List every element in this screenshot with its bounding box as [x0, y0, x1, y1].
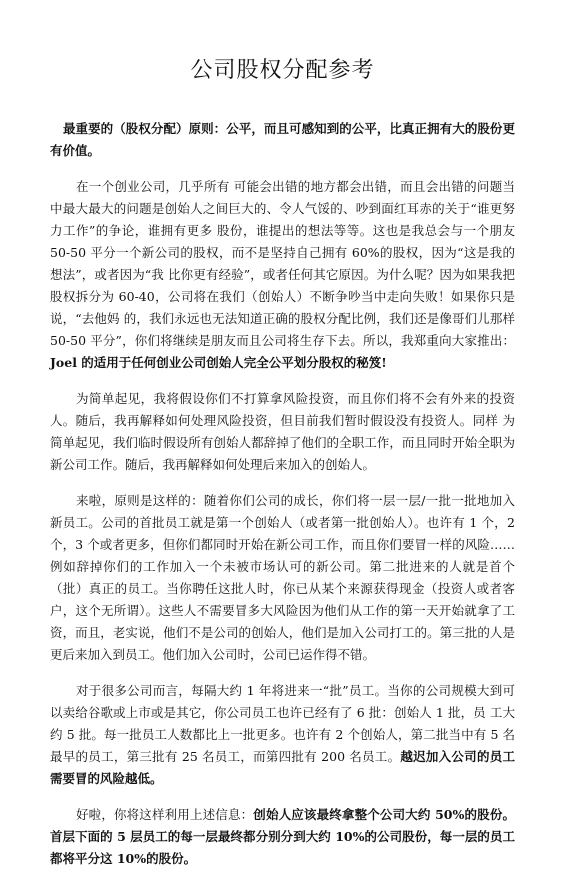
lead-statement: 最重要的（股权分配）原则：公平，而且可感知到的公平，比真正拥有大的股份更有价值。 [50, 121, 515, 158]
paragraph-bold-text: Joel 的适用于任何创业公司创始人完全公平划分股权的秘笈! [50, 355, 387, 370]
paragraph-1 [50, 176, 515, 374]
paragraph-4 [50, 680, 515, 790]
paragraph-bold-text: 越迟加入公司的员工需要冒的风险越低。 [50, 749, 515, 786]
paragraph-text: 在一个创业公司，几乎所有 可能会出错的地方都会出错，而且会出错的问题当中最大最大的问题是创始人之间巨大的、令人气馁的、吵到面红耳赤的关于“谁更努力工作”的争论，谁拥有更多 股份，谁提出的想法等等。这也是我总会与一个朋友 50-50 平分一个新公司的股权，而不是坚持自己拥有 60%的股权，因为“这是我的想法”，或者因为“我 比你更有经验”，或者任何其它原因。为什么呢？因为如果我把股权拆分为 60-40，公司将在我们（创始人）不断争吵当中走向失败！如果你只是说，“去他妈 的，我们永远也无法知道正确的股权分配比例，我们还是像哥们儿那样 50-50 平分”，你们将继续是朋友而且公司将生存下去。所以，我郑重向大家推出： [50, 179, 515, 348]
paragraph-text: 为简单起见，我将假设你们不打算拿风险投资，而且你们将不会有外来的投资人。随后，我再解释如何处理风险投资，但目前我们暂时假设没有投资人。同样 为简单起见，我们临时假设所有创始人都辞掉了他们的全职工作，而且同时开始全职为新公司工作。随后，我再解释如何处理后来加入的创始人。 [50, 391, 515, 472]
paragraph-text: 对于很多公司而言，每隔大约 1 年将进来一“批”员工。当你的公司规模大到可以卖给谷歌或上市或是其它，你公司员工也许已经有了 6 批：创始人 1 批，员 工大约 5 批。每一批员工人数都比上一批更多。也许有 2 个创始人，第二批当中有 5 名最早的员工，第三批有 25 名员工，而第四批有 200 名员工。 [50, 683, 515, 764]
paragraph-5 [50, 804, 515, 870]
paragraph-bold-text: 创始人应该最终拿整个公司大约 50%的股份。首层下面的 5 层员工的每一层最终都分别分到大约 10%的公司股份，每一层的员工都将平分这 10%的股份。 [50, 807, 515, 866]
paragraph-text: 来啦，原则是这样的：随着你们公司的成长，你们将一层一层/一批一批地加入新员工。公司的首批员工就是第一个创始人（或者第一批创始人）。也许有 1 个，2 个，3 个或者更多，但你们都同时开始在新公司工作，而且你们要冒一样的风险……例如辞掉你们的工作加入一个未被市场认可的新公司。第二批进来的人就是首个（批）真正的员工。当你聘任这批人时，你已从某个来源获得现金（投资人或者客户，这个无所谓）。这些人不需要冒多大风险因为他们从工作的第一天开始就拿了工资，而且，老实说，他们不是公司的创始人，他们是加入公司打工的。第三批的人是更后来加入到员工。他们加入公司时，公司已运作得不错。 [50, 493, 515, 662]
paragraph-text: 好啦，你将这样利用上述信息： [76, 807, 254, 822]
document-title: 公司股权分配参考 [190, 58, 375, 83]
paragraph-3 [50, 490, 515, 666]
paragraph-2 [50, 388, 515, 476]
